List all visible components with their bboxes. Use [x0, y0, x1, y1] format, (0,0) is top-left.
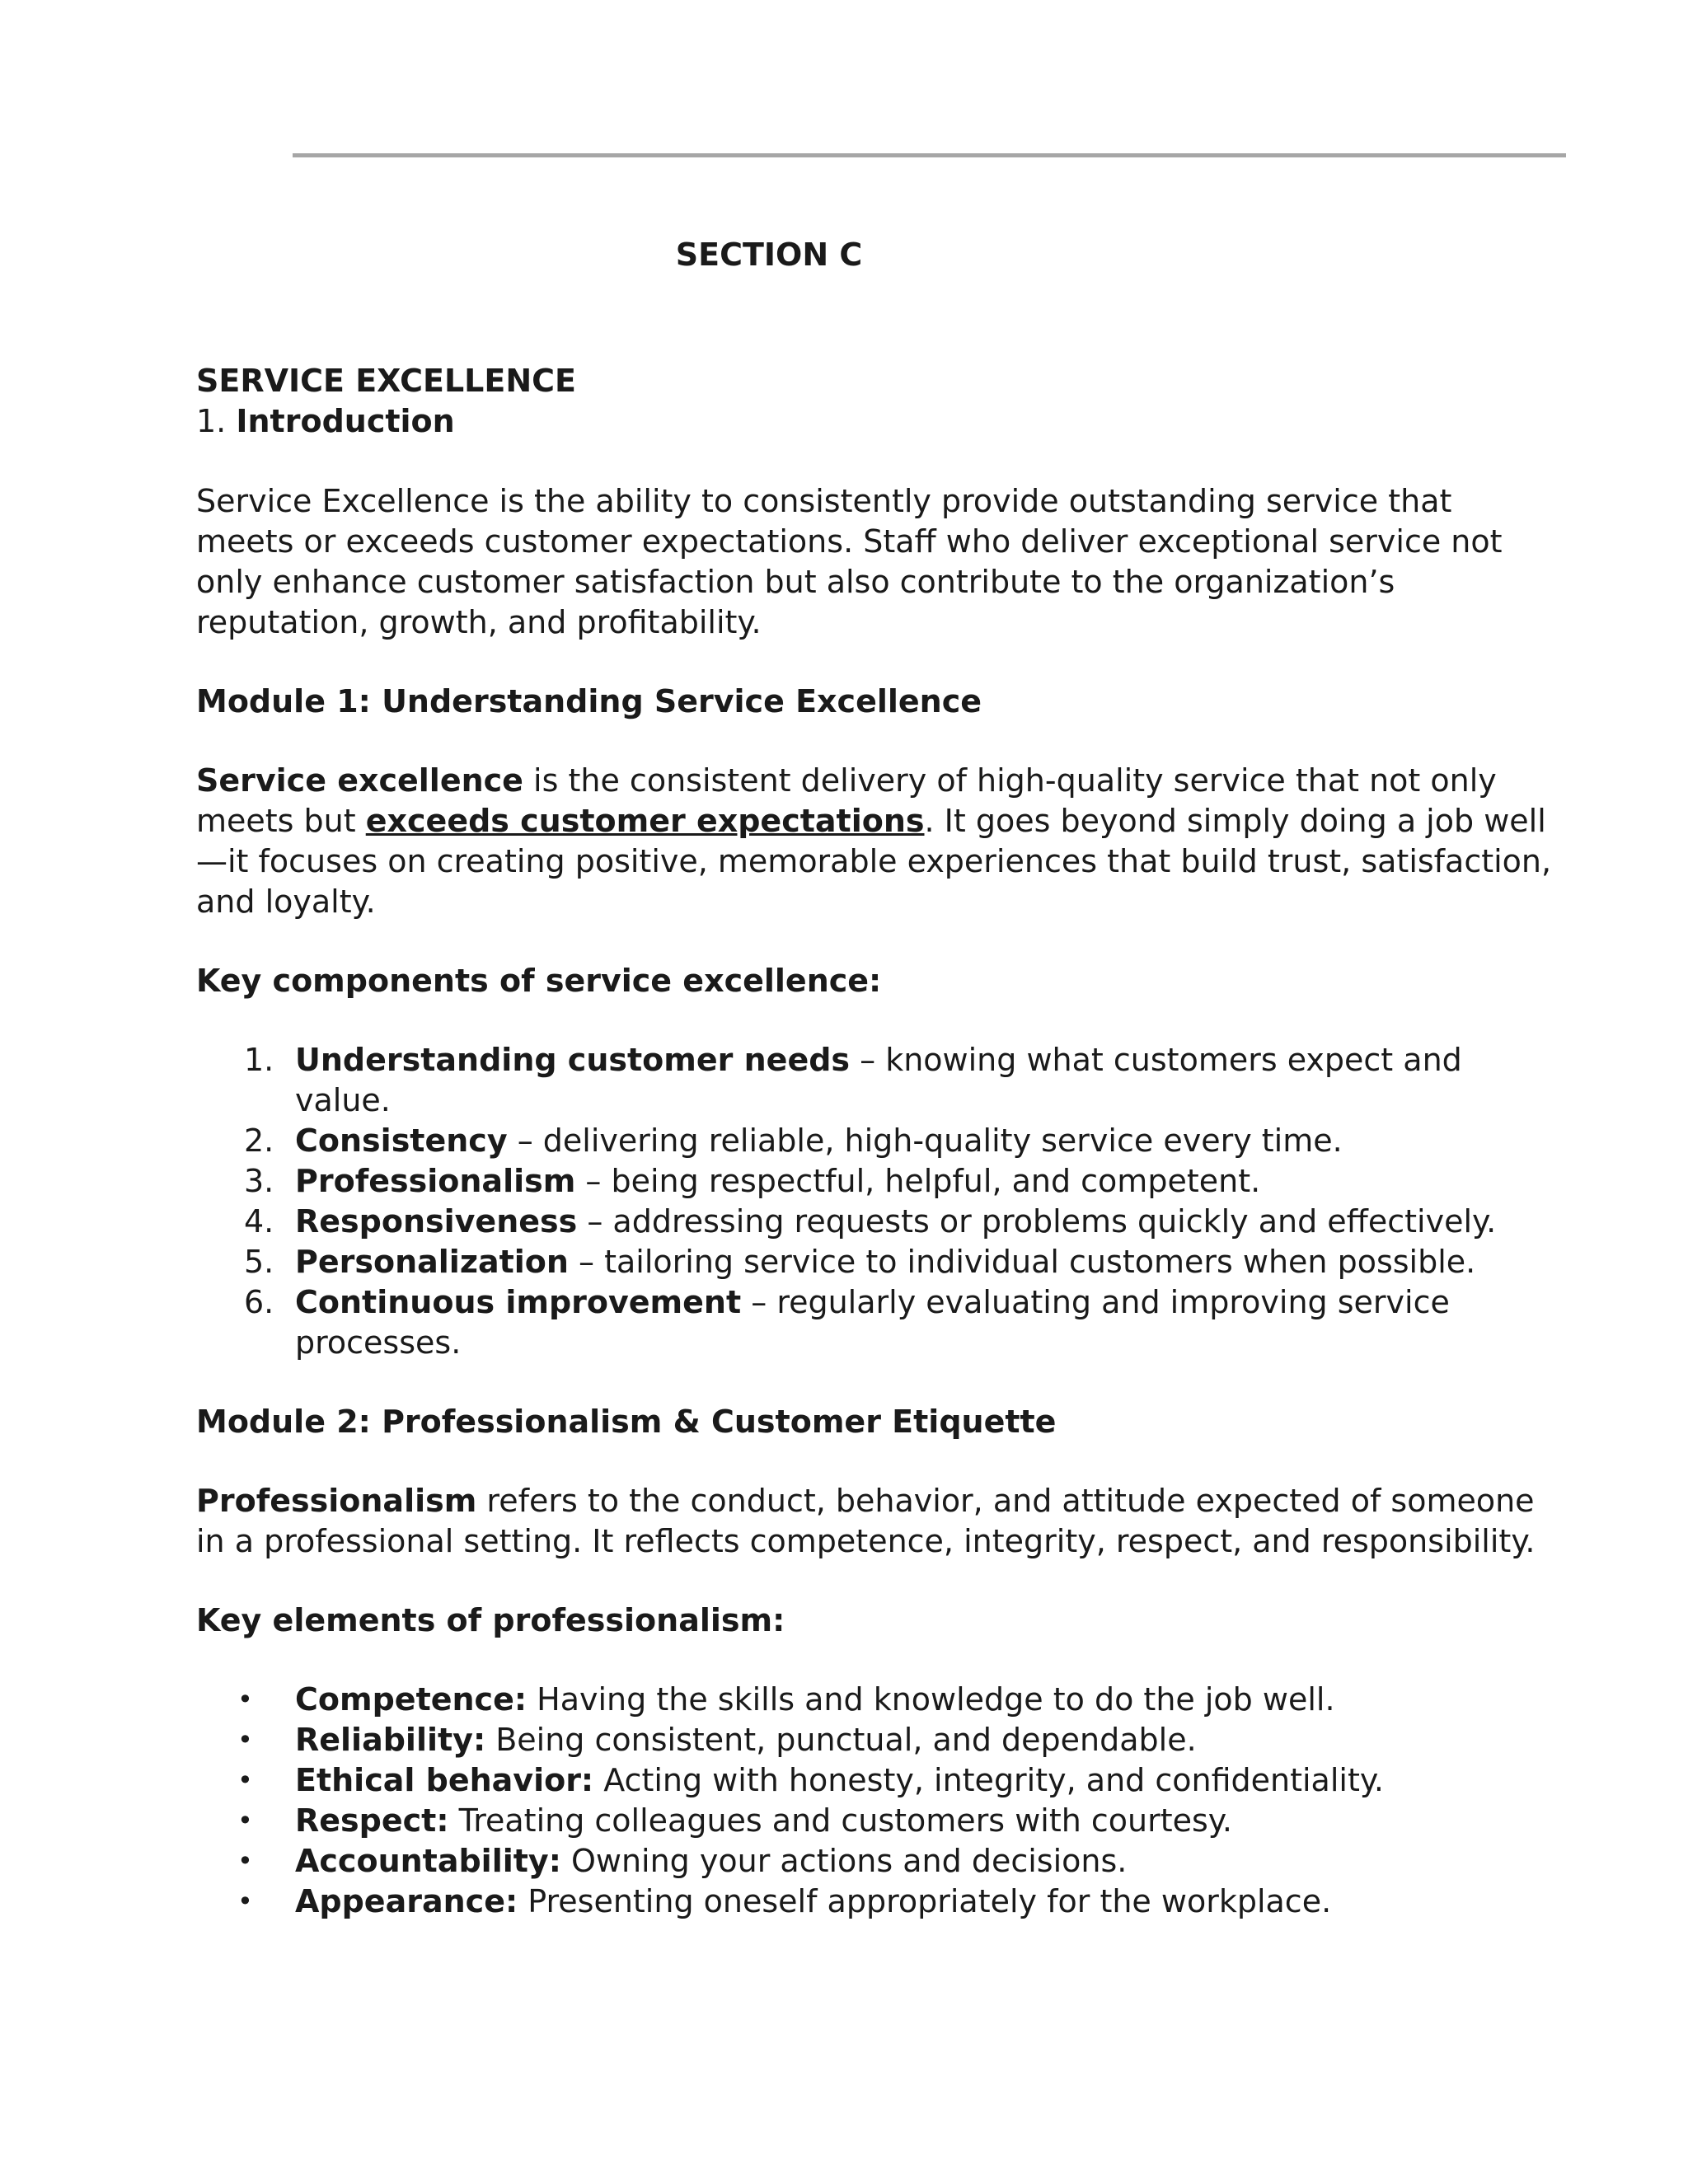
list-desc: Treating colleagues and customers with courtesy.: [448, 1802, 1232, 1839]
list-term: Continuous improvement: [295, 1284, 742, 1320]
list-item: [196, 1161, 1556, 1202]
list-desc: Having the skills and knowledge to do the job well.: [527, 1681, 1335, 1718]
list-number: 2.: [244, 1122, 274, 1159]
bullet-icon: •: [237, 1805, 253, 1836]
module2-text: refers to the conduct, behavior, and attitude expected of someone in a professional setting. It reflects competence, integrity, respect, and responsibility.: [196, 1483, 1536, 1559]
list-term: Accountability:: [295, 1843, 561, 1879]
list-desc: – knowing what customers expect and value.: [295, 1042, 1462, 1118]
list-item: [196, 1242, 1556, 1282]
list-number: 4.: [244, 1203, 274, 1240]
list-item: [196, 1720, 1556, 1760]
module1-term: Service excellence: [196, 762, 523, 799]
bullet-icon: •: [237, 1886, 253, 1917]
intro-paragraph: Service Excellence is the ability to consistently provide outstanding service that meets or exceeds customer expectations. Staff who deliver exceptional service not only enhance customer satisfaction but also contribute to the organization’s reputation, growth, and profitability.: [196, 483, 1503, 640]
list-term: Ethical behavior:: [295, 1762, 594, 1798]
list-item: [196, 1202, 1556, 1242]
intro-label: Introduction: [236, 403, 455, 439]
list-number: 5.: [244, 1244, 274, 1280]
list-term: Competence:: [295, 1681, 528, 1718]
module1-text1: is the consistent delivery of high-quality service that not only meets but: [196, 762, 1497, 839]
list-desc: – regularly evaluating and improving service processes.: [295, 1284, 1450, 1361]
list-term: Personalization: [295, 1244, 569, 1280]
module1-emphasis: exceeds customer expectations: [365, 803, 925, 839]
list-desc: – being respectful, helpful, and competent.: [575, 1163, 1261, 1199]
list-item: [196, 1282, 1556, 1363]
module2-title: Module 2: Professionalism & Customer Etiquette: [196, 1404, 1057, 1440]
module1-text2: . It goes beyond simply doing a job well—it focuses on creating positive, memorable experiences that build trust, satisfaction, and loyalty.: [196, 803, 1552, 920]
main-heading: SERVICE EXCELLENCE: [196, 363, 576, 399]
bullet-icon: •: [237, 1765, 253, 1796]
list-term: Appearance:: [295, 1883, 518, 1919]
list-term: Reliability:: [295, 1722, 486, 1758]
intro-heading: [196, 401, 1556, 442]
list-item: [196, 1801, 1556, 1841]
list-item: [196, 1680, 1556, 1720]
bullet-icon: •: [237, 1724, 253, 1755]
components-list: [196, 1040, 1556, 1363]
header-rule: [293, 153, 1566, 157]
list-item: [196, 1841, 1556, 1882]
list-desc: Owning your actions and decisions.: [560, 1843, 1128, 1879]
list-desc: Presenting oneself appropriately for the workplace.: [518, 1883, 1332, 1919]
list-desc: Being consistent, punctual, and dependable.: [485, 1722, 1197, 1758]
elements-heading: Key elements of professionalism:: [196, 1602, 785, 1638]
components-heading: Key components of service excellence:: [196, 963, 882, 999]
module1-paragraph: [196, 761, 1556, 922]
bullet-icon: •: [237, 1684, 253, 1715]
list-desc: – addressing requests or problems quickly and effectively.: [577, 1203, 1497, 1240]
document-body: [196, 235, 1556, 1922]
list-item: [196, 1121, 1556, 1161]
list-item: [196, 1882, 1556, 1922]
list-item: [196, 1760, 1556, 1801]
bullet-icon: •: [237, 1845, 253, 1877]
list-term: Respect:: [295, 1802, 449, 1839]
list-term: Professionalism: [295, 1163, 576, 1199]
section-title: SECTION C: [675, 237, 863, 273]
list-desc: – tailoring service to individual customers when possible.: [568, 1244, 1476, 1280]
list-term: Consistency: [295, 1122, 508, 1159]
module1-title: Module 1: Understanding Service Excellence: [196, 683, 982, 719]
list-item: [196, 1040, 1556, 1121]
intro-number: 1.: [196, 403, 227, 439]
module2-term: Professionalism: [196, 1483, 477, 1519]
list-desc: Acting with honesty, integrity, and confidentiality.: [593, 1762, 1385, 1798]
list-term: Understanding customer needs: [295, 1042, 851, 1078]
module2-paragraph: [196, 1481, 1556, 1562]
list-term: Responsiveness: [295, 1203, 578, 1240]
list-desc: – delivering reliable, high-quality service every time.: [507, 1122, 1343, 1159]
list-number: 6.: [244, 1284, 274, 1320]
elements-list: [196, 1680, 1556, 1922]
list-number: 1.: [244, 1042, 274, 1078]
list-number: 3.: [244, 1163, 274, 1199]
